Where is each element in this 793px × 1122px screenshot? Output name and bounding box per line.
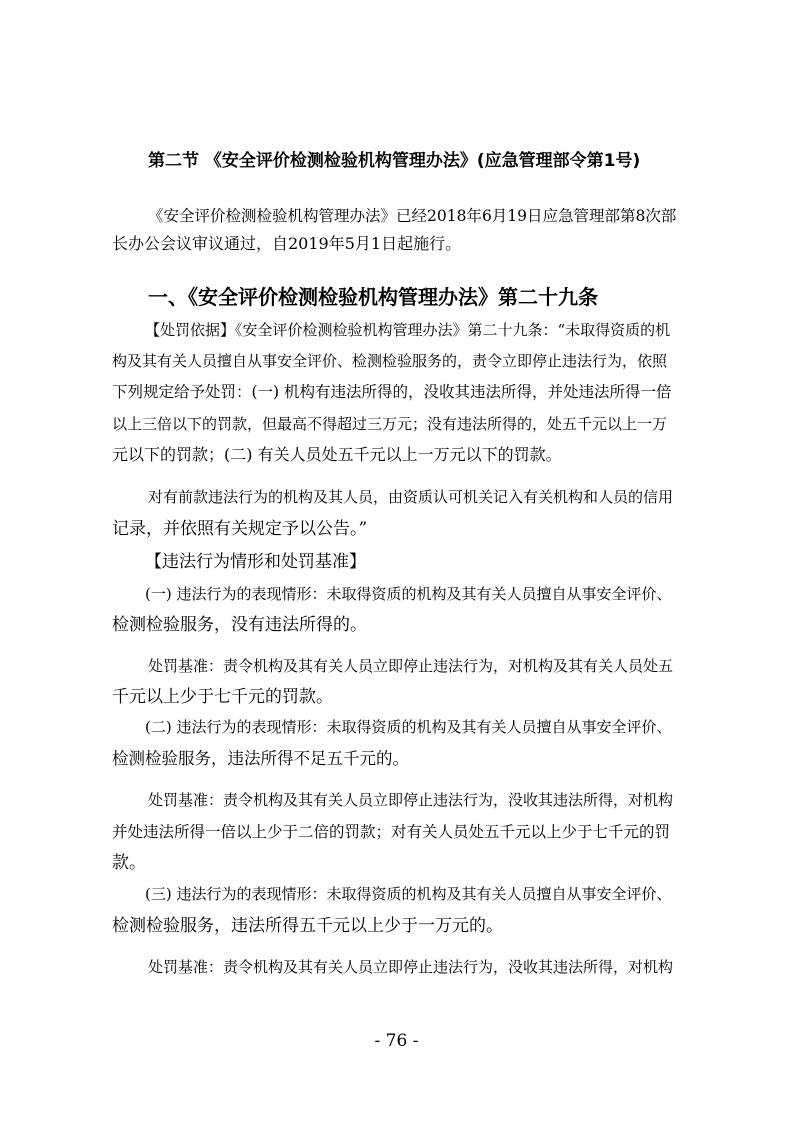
case2-line-1: (二) 违法行为的表现情形：未取得资质的机构及其有关人员擅自从事安全评价、 [145, 718, 672, 736]
intro-line-1: 《安全评价检测检验机构管理办法》已经2018年6月19日应急管理部第8次部 [148, 207, 677, 225]
article-heading: 一、《安全评价检测检验机构管理办法》第二十九条 [148, 285, 598, 309]
intro-line-2: 长办公会议审议通过，自2019年5月1日起施行。 [112, 234, 462, 253]
standards-heading: 【违法行为情形和处罚基准】 [145, 552, 366, 572]
case2-line-2: 检测检验服务，违法所得不足五千元的。 [112, 749, 409, 768]
basis-line-4: 以上三倍以下的罚款，但最高不得超过三万元；没有违法所得的，处五千元以上一万 [112, 415, 668, 433]
case3-line-3: 处罚基准：责令机构及其有关人员立即停止违法行为，没收其违法所得，对机构 [148, 958, 674, 976]
case2-line-3: 处罚基准：责令机构及其有关人员立即停止违法行为，没收其违法所得，对机构 [148, 791, 674, 809]
basis-line-3: 下列规定给予处罚：(一) 机构有违法所得的，没收其违法所得，并处违法所得一倍 [112, 383, 672, 401]
case3-line-2: 检测检验服务，违法所得五千元以上少于一万元的。 [112, 916, 503, 936]
case1-line-3: 处罚基准：责令机构及其有关人员立即停止违法行为，对机构及其有关人员处五 [148, 657, 674, 675]
basis-line-2: 构及其有关人员擅自从事安全评价、检测检验服务的，责令立即停止违法行为，依照 [112, 352, 668, 370]
case3-line-1: (三) 违法行为的表现情形：未取得资质的机构及其有关人员擅自从事安全评价、 [145, 885, 672, 903]
case1-line-1: (一) 违法行为的表现情形：未取得资质的机构及其有关人员擅自从事安全评价、 [145, 585, 672, 603]
case1-line-2: 检测检验服务，没有违法所得的。 [112, 615, 367, 635]
case2-line-5: 款。 [112, 853, 146, 873]
basis-line-5: 元以下的罚款；(二) 有关人员处五千元以上一万元以下的罚款。 [112, 445, 562, 464]
basis-line-7: 记录，并依照有关规定予以公告。” [112, 519, 368, 539]
basis-line-6: 对有前款违法行为的机构及其人员，由资质认可机关记入有关机构和人员的信用 [148, 488, 674, 506]
basis-line-1: 【处罚依据】《安全评价检测检验机构管理办法》第二十九条：“未取得资质的机 [145, 321, 671, 339]
case2-line-4: 并处违法所得一倍以上少于二倍的罚款；对有关人员处五千元以上少于七千元的罚 [112, 823, 671, 841]
case1-line-4: 千元以上少于七千元的罚款。 [112, 687, 333, 707]
section-heading: 第二节 《安全评价检测检验机构管理办法》(应急管理部令第1号) [148, 151, 641, 171]
page-number: - 76 - [374, 1031, 419, 1051]
